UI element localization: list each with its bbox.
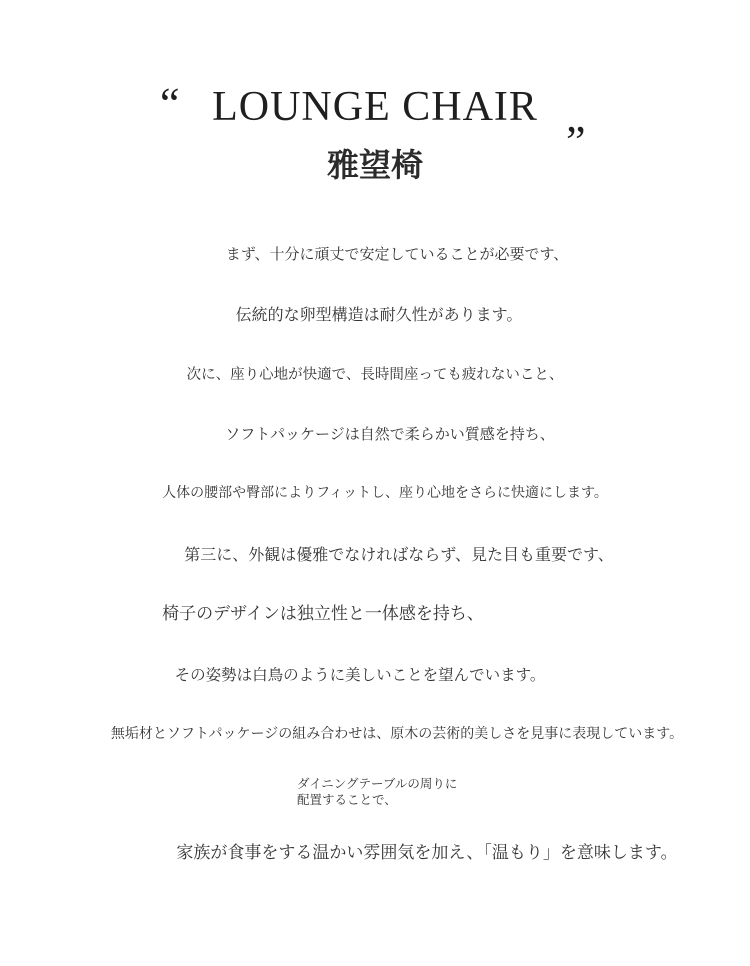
body-line-3: 次に、座り心地が快適で、長時間座っても疲れないこと、 xyxy=(186,367,564,383)
page-title: LOUNGE CHAIR xyxy=(212,84,538,130)
closing-line: 家族が食事をする温かい雰囲気を加え、「温もり」を意味します。 xyxy=(176,843,678,863)
body-line-1: まず、十分に頑丈で安定していることが必要です、 xyxy=(225,245,569,263)
body-line-4: ソフトパッケージは自然で柔らかい質感を持ち、 xyxy=(225,425,555,443)
body-line-2: 伝統的な卵型構造は耐久性があります。 xyxy=(235,305,523,324)
small-caption-line-1: ダイニングテーブルの周りに xyxy=(297,776,458,791)
small-caption-line-2: 配置することで、 xyxy=(297,791,397,807)
body-line-9: 無垢材とソフトパッケージの組み合わせは、原木の芸術的美しさを見事に表現しています。 xyxy=(110,726,684,742)
open-quote-mark: “ xyxy=(160,79,180,128)
body-line-6: 第三に、外観は優雅でなければならず、見た目も重要です、 xyxy=(184,545,614,564)
body-line-8: その姿勢は白鳥のように美しいことを望んでいます。 xyxy=(174,666,546,684)
small-caption xyxy=(297,776,457,807)
body-line-5: 人体の腰部や臀部によりフィットし、座り心地をさらに快適にします。 xyxy=(162,485,608,501)
page-subtitle: 雅望椅 xyxy=(326,146,423,184)
body-line-7: 椅子のデザインは独立性と一体感を持ち、 xyxy=(162,604,484,624)
close-quote-mark: ” xyxy=(566,117,586,166)
